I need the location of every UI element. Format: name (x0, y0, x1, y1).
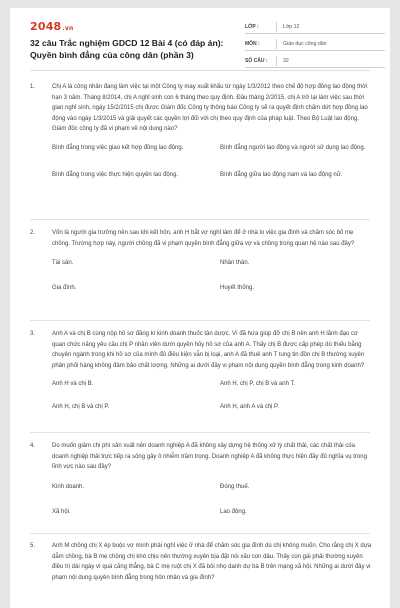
answer-option[interactable]: Xã hội. (52, 508, 71, 515)
meta-row-count (245, 54, 385, 68)
meta-count-value: 32 (283, 57, 289, 64)
question-divider (30, 320, 370, 321)
document-header (10, 8, 390, 76)
answer-option[interactable]: Huyết thống. (220, 285, 255, 291)
answer-option[interactable]: Gia đình. (52, 285, 77, 291)
answer-option[interactable]: Anh H và chị B. (52, 381, 94, 387)
answer-option[interactable]: Bình đẳng trong việc thực hiện quyền lao động. (52, 171, 179, 178)
question-text: Do muốn giảm chi phí sản xuất nên doanh nghiệp A đã không xây dựng hệ thống xử lý chất thải, các chất thải của doanh nghiệp thải trực tiếp ra sông gây ô nhiễm trầm trọng. Doanh nghiệp A đã không thực hiện đầy đủ nghĩa vụ trong lĩnh vực nào sau đây? (52, 443, 367, 470)
question-text: Chị A là công nhân đang làm việc tại một Công ty may xuất khẩu từ ngày 1/3/2012 theo chế độ hợp đồng lao động thời hạn 3 năm. Tháng 8/2014, chị A nghỉ sinh con 6 tháng theo quy định. Đầu tháng 2/2015, chị A trở lại làm việc sau thời gian nghỉ sinh, ngày 15/2/2015 chị được Giám đốc Công ty thông báo Công ty sẽ ra quyết định chấm dứt hợp đồng lao động vào ngày 1/3/2015 và giải quyết các quyền lợi đối với chị theo quy định của pháp luật. Theo Bộ Luật lao động, Giám đốc công ty đã vi phạm về nội dung nào? (52, 84, 368, 132)
answer-option[interactable]: Bình đẳng giữa lao động nam và lao động nữ. (220, 171, 343, 178)
question-number: 2. (30, 230, 36, 236)
answer-list (52, 379, 372, 419)
answer-option[interactable]: Nhân thân. (220, 260, 250, 266)
question-divider (30, 533, 370, 534)
question-number: 4. (30, 443, 36, 449)
answer-option[interactable]: Tài sản. (52, 260, 74, 266)
meta-class-value: Lớp 12 (283, 23, 300, 30)
logo-name: 2048 (30, 20, 62, 33)
meta-class-label: LỚP : (245, 22, 277, 32)
question-number: 1. (30, 84, 36, 90)
header-divider (30, 70, 370, 71)
answer-list (52, 143, 372, 191)
meta-row-subject (245, 37, 385, 51)
answer-option[interactable]: Anh H, chị P, chị B và anh T. (220, 381, 296, 387)
answer-option[interactable]: Anh H, anh A và chị P. (220, 404, 279, 410)
answer-option[interactable]: Lao động. (220, 508, 247, 515)
question-1 (30, 82, 375, 191)
question-text: Vốn là người gia trưởng nên sau khi kết hôn, anh H bắt vợ nghỉ làm để ở nhà lo việc gia đình và chăm sóc bố mẹ chồng. Trường hợp này, người chồng đã vi phạm quyền bình đẳng giữa vợ và chồng trong quan hệ nào sau đây? (52, 230, 355, 247)
site-logo[interactable] (30, 20, 73, 33)
answer-option[interactable]: Bình đẳng người lao động và người sử dụng lao động. (220, 144, 366, 151)
answer-option[interactable]: Anh H, chị B và chị P. (52, 404, 110, 410)
document-title: 32 câu Trắc nghiệm GDCD 12 Bài 4 (có đáp án): Quyền bình đẳng của công dân (phần 3) (30, 38, 224, 60)
answer-list (52, 258, 372, 298)
question-4 (30, 441, 375, 522)
meta-box (245, 20, 385, 71)
question-number: 3. (30, 331, 36, 337)
meta-subject-label: MÔN : (245, 39, 277, 49)
document-page (10, 8, 390, 608)
question-divider (30, 432, 370, 433)
answer-list (52, 482, 372, 522)
question-5 (30, 541, 375, 583)
meta-subject-value: Giáo dục công dân (283, 40, 327, 47)
logo-tld: .vn (62, 25, 74, 32)
question-3 (30, 329, 375, 419)
meta-count-label: SỐ CÂU : (245, 56, 277, 66)
question-divider (30, 219, 370, 220)
meta-row-class (245, 20, 385, 34)
question-2 (30, 228, 375, 298)
answer-option[interactable]: Đóng thuế. (220, 483, 250, 490)
question-text: Anh A và chị B cùng nộp hồ sơ đăng kí kinh doanh thuốc tân dược. Vì đã hứa giúp đỡ chị B nên anh H lãnh đạo cơ quan chức năng yêu cầu chị P nhân viên dưới quyền hủy hồ sơ của anh A. Thấy chị B được cấp phép dù thiếu bằng chuyên ngành trong khi hồ sơ của mình đủ điều kiện vẫn bị loại, anh A đã thuê anh T tung tin đồn chị B thường xuyên phân phối hàng không đảm bảo chất lượng. Những ai dưới đây vi phạm nội dung quyền bình đẳng trong kinh doanh? (52, 331, 365, 369)
question-text: Anh M chồng chị X ép buộc vợ mình phải nghỉ việc ở nhà để chăm sóc gia đình dù chị không muốn. Cho rằng chị X dựa dẫm chồng, bà B mẹ chồng chị khó chịu nên thường xuyên bịa đặt nói xấu con dâu. Thấy con gái phải thường xuyên điều trị dài ngày vì quá căng thẳng, bà C mẹ ruột chị X đã bỏi nhọ danh dự bà B trên mạng xã hội. Những ai dưới đây vi phạm nội dung quyền bình đẳng trong hôn nhân và gia đình? (52, 543, 372, 581)
answer-option[interactable]: Kinh doanh. (52, 483, 85, 490)
answer-option[interactable]: Bình đẳng trong việc giao kết hợp đồng lao động. (52, 144, 184, 151)
question-number: 5. (30, 543, 36, 549)
